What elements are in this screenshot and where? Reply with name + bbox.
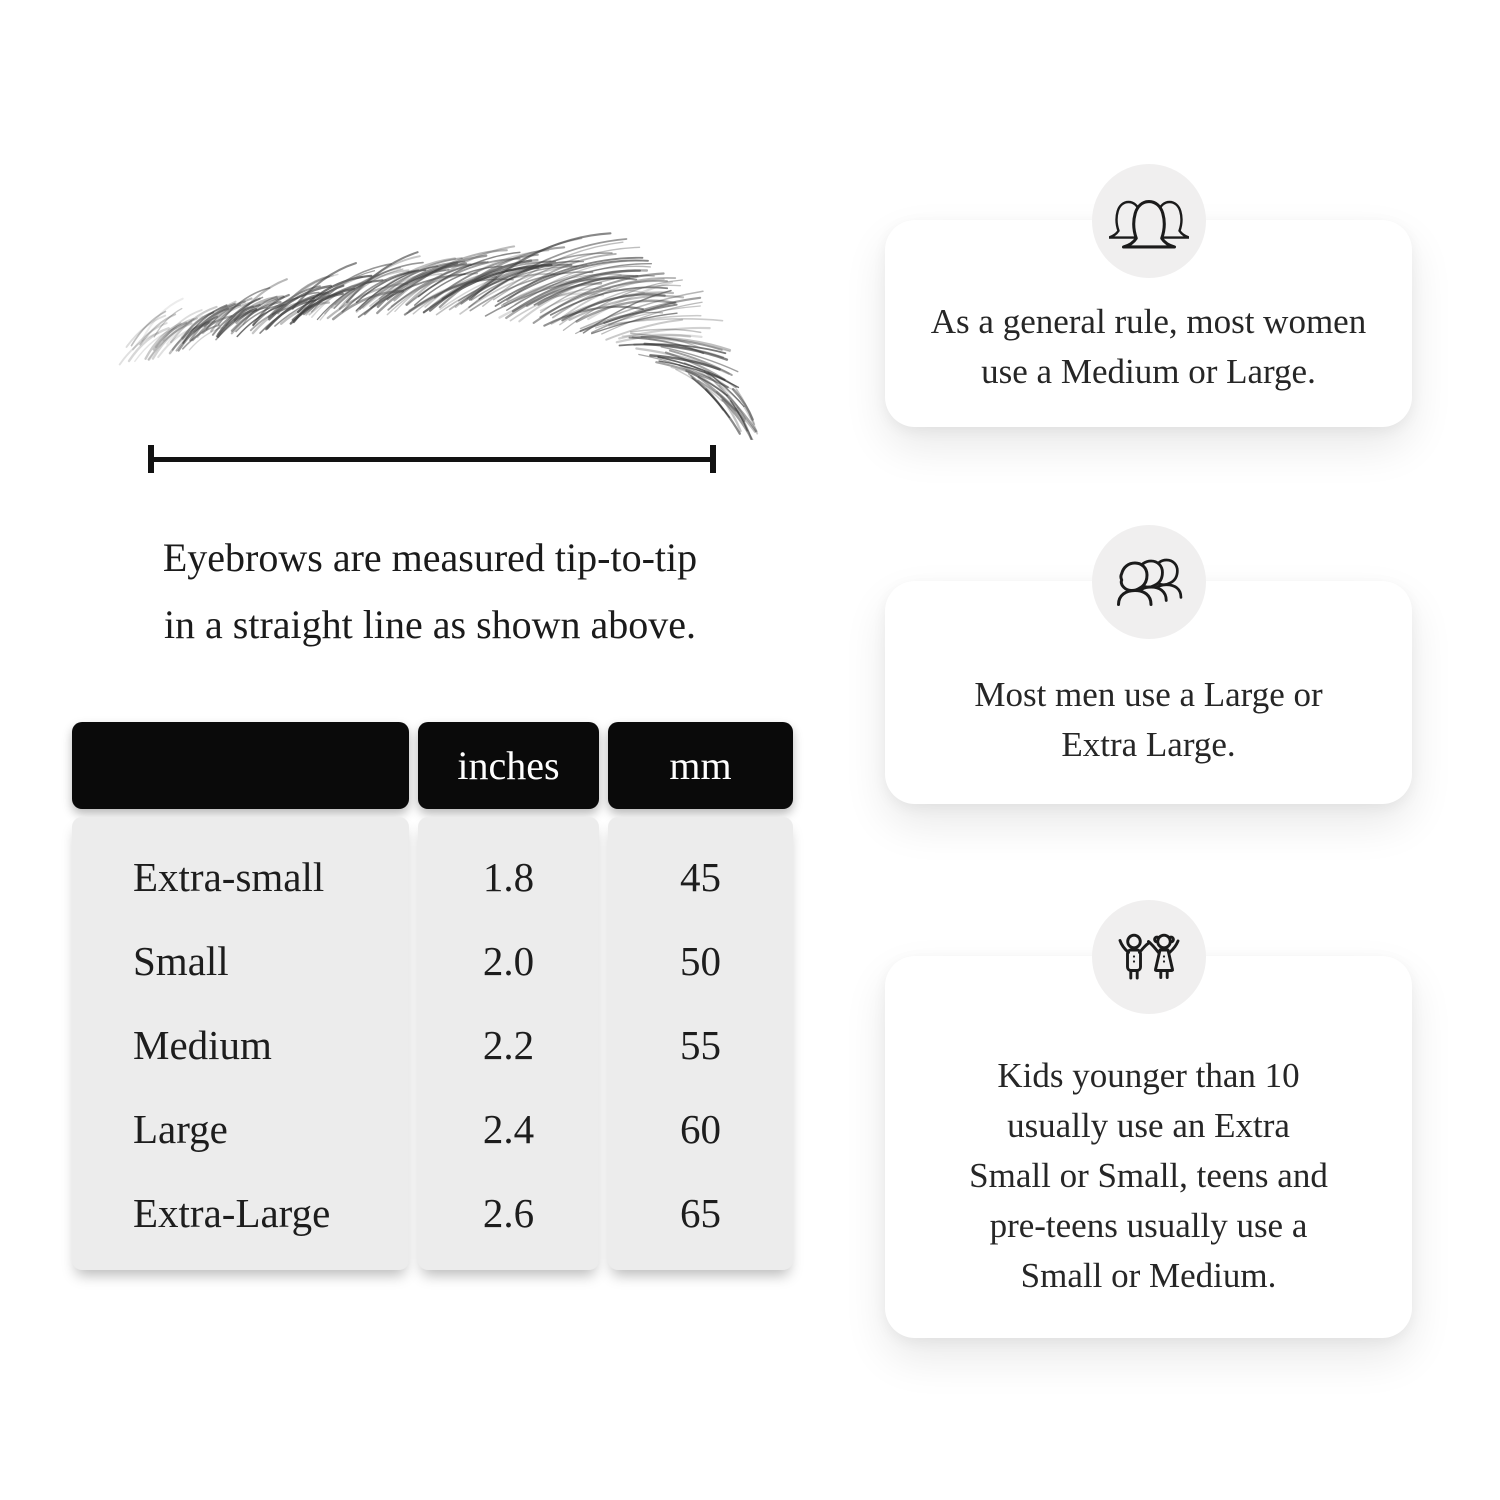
size-table xyxy=(72,722,793,1270)
card-line: Small or Medium. xyxy=(1020,1256,1277,1295)
card-line: use a Medium or Large. xyxy=(981,352,1316,391)
measurement-line-bar xyxy=(148,457,716,462)
mm-column-body xyxy=(608,817,793,1270)
inches-column-body xyxy=(418,817,599,1270)
size-label: Medium xyxy=(133,1022,272,1068)
kids-guideline-text xyxy=(969,1051,1328,1301)
card-line: Most men use a Large or xyxy=(974,675,1323,714)
size-label: Large xyxy=(133,1106,228,1152)
women-guideline-text xyxy=(931,297,1366,397)
men-icon-badge xyxy=(1092,525,1206,639)
table-header-inches: inches xyxy=(418,722,599,809)
inches-value: 2.4 xyxy=(482,1106,535,1152)
size-table-inches-column xyxy=(418,722,599,1270)
inches-value: 2.6 xyxy=(482,1190,535,1236)
women-group-icon xyxy=(1109,189,1189,253)
mm-value: 65 xyxy=(680,1190,721,1236)
mm-value: 45 xyxy=(680,854,721,900)
size-label: Small xyxy=(133,938,229,984)
inches-value: 1.8 xyxy=(482,854,535,900)
children-icon xyxy=(1109,925,1189,989)
card-line: Kids younger than 10 xyxy=(997,1056,1300,1095)
men-guideline-text xyxy=(974,670,1322,770)
measurement-line-right-tick xyxy=(710,445,716,473)
table-header-mm: mm xyxy=(608,722,793,809)
size-label: Extra-Large xyxy=(133,1190,331,1236)
inches-value: 2.0 xyxy=(482,938,535,984)
women-icon-badge xyxy=(1092,164,1206,278)
kids-icon-badge xyxy=(1092,900,1206,1014)
eyebrow-illustration xyxy=(100,225,790,440)
table-header-blank xyxy=(72,722,409,809)
size-table-label-column xyxy=(72,722,409,1270)
size-table-mm-column xyxy=(608,722,793,1270)
caption-line-1: Eyebrows are measured tip-to-tip xyxy=(162,535,698,580)
mm-value: 50 xyxy=(680,938,721,984)
size-label: Extra-small xyxy=(133,854,325,900)
caption-line-2: in a straight line as shown above. xyxy=(163,602,697,647)
card-line: Extra Large. xyxy=(1061,725,1236,764)
kids-guideline-card xyxy=(885,956,1412,1338)
men-group-icon xyxy=(1109,550,1189,614)
measurement-caption xyxy=(70,524,790,658)
mm-value: 55 xyxy=(680,1022,721,1068)
women-guideline-card xyxy=(885,220,1412,427)
card-line: pre-teens usually use a xyxy=(989,1206,1308,1245)
card-line: As a general rule, most women xyxy=(930,302,1367,341)
card-line: usually use an Extra xyxy=(1007,1106,1290,1145)
men-guideline-card xyxy=(885,581,1412,804)
measurement-line xyxy=(148,445,716,473)
label-column-body xyxy=(72,817,409,1270)
mm-value: 60 xyxy=(680,1106,721,1152)
inches-value: 2.2 xyxy=(482,1022,535,1068)
card-line: Small or Small, teens and xyxy=(969,1156,1328,1195)
